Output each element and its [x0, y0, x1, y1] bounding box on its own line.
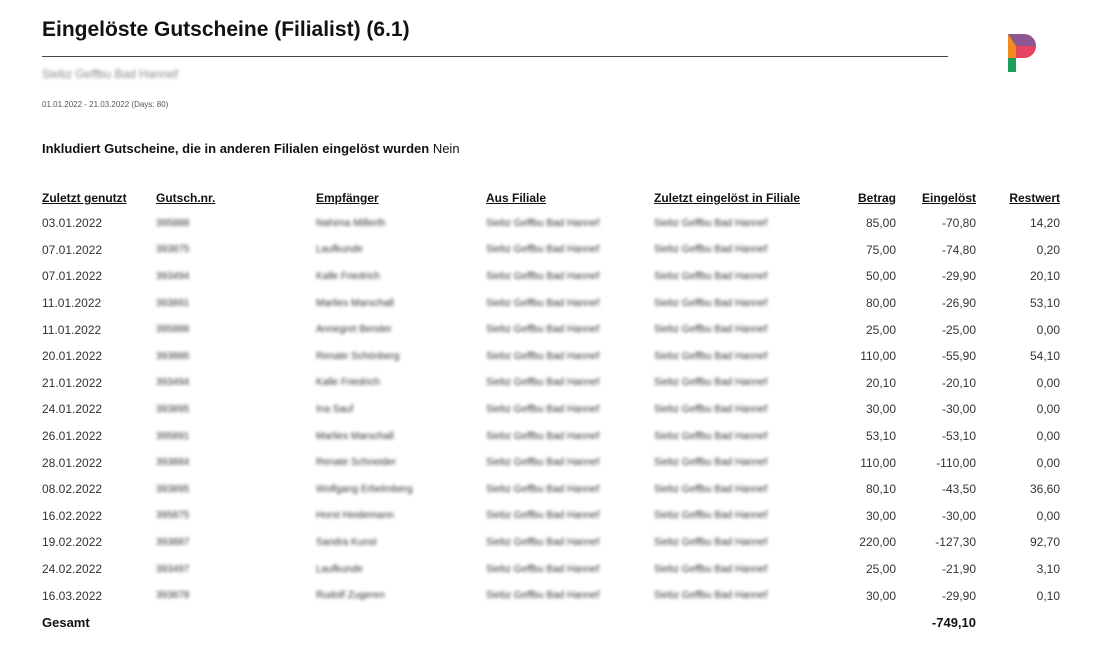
cell-amount: 30,00 [865, 402, 896, 417]
cell-redeemed: -29,90 [941, 269, 976, 284]
cell-redeemed: -30,00 [941, 508, 976, 523]
cell-voucher-number: 393875 [156, 244, 190, 256]
cell-last-used: 07.01.2022 [42, 269, 103, 284]
table-row [40, 290, 1062, 317]
cell-recipient: Horst Heidemann [316, 510, 394, 522]
cell-redeemed: -25,00 [941, 322, 976, 337]
cell-from-branch: Siebz Geffbu Bad Hannef [486, 483, 600, 495]
table-row [40, 503, 1062, 530]
total-label: Gesamt [42, 614, 90, 630]
cell-voucher-number: 393878 [156, 590, 190, 602]
cell-last-redeemed-branch: Siebz Geffbu Bad Hannef [654, 510, 768, 522]
cell-last-used: 16.03.2022 [42, 588, 103, 603]
cell-last-redeemed-branch: Siebz Geffbu Bad Hannef [654, 590, 768, 602]
cell-voucher-number: 395891 [156, 430, 190, 442]
total-row [40, 609, 1062, 636]
include-value: Nein [432, 141, 460, 156]
cell-recipient: Kalle Friedrich [316, 377, 380, 389]
cell-recipient: Renate Schneider [316, 457, 397, 469]
cell-amount: 110,00 [860, 455, 896, 470]
cell-redeemed: -127,30 [935, 535, 976, 550]
cell-from-branch: Siebz Geffbu Bad Hannef [486, 324, 600, 336]
cell-from-branch: Siebz Geffbu Bad Hannef [486, 297, 600, 309]
cell-last-redeemed-branch: Siebz Geffbu Bad Hannef [654, 270, 768, 282]
cell-last-redeemed-branch: Siebz Geffbu Bad Hannef [654, 483, 768, 495]
cell-amount: 20,10 [865, 375, 896, 390]
cell-voucher-number: 393886 [156, 350, 190, 362]
cell-redeemed: -43,50 [941, 482, 976, 497]
cell-remaining: 3,10 [1036, 562, 1060, 577]
cell-amount: 25,00 [865, 322, 896, 337]
cell-from-branch: Siebz Geffbu Bad Hannef [486, 350, 600, 362]
cell-redeemed: -30,00 [941, 402, 976, 417]
cell-recipient: Laufkunde [316, 244, 363, 256]
cell-from-branch: Siebz Geffbu Bad Hannef [486, 244, 600, 256]
cell-remaining: 53,10 [1029, 296, 1060, 311]
cell-remaining: 0,20 [1036, 242, 1060, 257]
col-header-last-redeemed-branch: Zuletzt eingelöst in Filiale [654, 191, 801, 205]
cell-voucher-number: 393895 [156, 483, 190, 495]
cell-voucher-number: 393497 [156, 563, 190, 575]
cell-voucher-number: 393895 [156, 403, 190, 415]
cell-amount: 80,00 [865, 296, 896, 311]
cell-last-redeemed-branch: Siebz Geffbu Bad Hannef [654, 457, 768, 469]
cell-last-used: 11.01.2022 [42, 322, 102, 337]
cell-remaining: 20,10 [1029, 269, 1060, 284]
cell-redeemed: -29,90 [941, 588, 976, 603]
cell-last-redeemed-branch: Siebz Geffbu Bad Hannef [654, 350, 768, 362]
cell-from-branch: Siebz Geffbu Bad Hannef [486, 536, 600, 548]
cell-redeemed: -55,90 [941, 349, 976, 364]
cell-amount: 220,00 [859, 535, 896, 550]
cell-remaining: 0,00 [1036, 375, 1060, 390]
table-row [40, 423, 1062, 450]
table-row [40, 237, 1062, 264]
cell-remaining: 0,00 [1036, 402, 1060, 417]
cell-recipient: Marlies Marschall [316, 297, 394, 309]
cell-last-redeemed-branch: Siebz Geffbu Bad Hannef [654, 377, 768, 389]
cell-from-branch: Siebz Geffbu Bad Hannef [486, 403, 600, 415]
cell-amount: 53,10 [865, 429, 896, 444]
voucher-table [40, 186, 1062, 636]
cell-voucher-number: 393494 [156, 377, 190, 389]
cell-last-redeemed-branch: Siebz Geffbu Bad Hannef [654, 536, 768, 548]
cell-last-redeemed-branch: Siebz Geffbu Bad Hannef [654, 403, 768, 415]
table-row [40, 556, 1062, 583]
cell-from-branch: Siebz Geffbu Bad Hannef [486, 217, 600, 229]
cell-last-used: 21.01.2022 [42, 375, 103, 390]
cell-recipient: Wolfgang Erbelmberg [316, 483, 413, 495]
col-header-redeemed: Eingelöst [921, 191, 976, 205]
cell-amount: 50,00 [865, 269, 896, 284]
cell-last-used: 03.01.2022 [42, 216, 103, 231]
cell-remaining: 92,70 [1029, 535, 1060, 550]
branch-name: Siebz Geffbu Bad Hannef [42, 67, 178, 81]
cell-from-branch: Siebz Geffbu Bad Hannef [486, 430, 600, 442]
cell-last-used: 28.01.2022 [42, 455, 103, 470]
cell-voucher-number: 395888 [156, 324, 190, 336]
cell-recipient: Marlies Marschall [316, 430, 394, 442]
cell-recipient: Renate Schönberg [316, 350, 400, 362]
cell-amount: 30,00 [865, 508, 896, 523]
table-row [40, 316, 1062, 343]
cell-last-redeemed-branch: Siebz Geffbu Bad Hannef [654, 563, 768, 575]
cell-amount: 110,00 [860, 349, 896, 364]
cell-amount: 80,10 [865, 482, 896, 497]
cell-voucher-number: 395888 [156, 217, 190, 229]
cell-last-redeemed-branch: Siebz Geffbu Bad Hannef [654, 324, 768, 336]
cell-remaining: 0,10 [1036, 588, 1060, 603]
cell-last-redeemed-branch: Siebz Geffbu Bad Hannef [654, 244, 768, 256]
cell-redeemed: -74,80 [941, 242, 976, 257]
cell-from-branch: Siebz Geffbu Bad Hannef [486, 563, 600, 575]
cell-recipient: Laufkunde [316, 563, 363, 575]
cell-redeemed: -53,10 [941, 429, 976, 444]
cell-redeemed: -110,00 [936, 455, 976, 470]
cell-last-used: 16.02.2022 [42, 508, 103, 523]
table-row [40, 263, 1062, 290]
cell-redeemed: -21,90 [941, 562, 976, 577]
cell-voucher-number: 393884 [156, 457, 190, 469]
cell-amount: 25,00 [865, 562, 896, 577]
col-header-remaining: Restwert [1009, 191, 1060, 205]
cell-recipient: Rudolf Zugeren [316, 590, 385, 602]
cell-remaining: 0,00 [1036, 429, 1060, 444]
brand-logo-icon [1004, 30, 1040, 74]
cell-recipient: Ina Sauf [316, 403, 354, 415]
table-row [40, 396, 1062, 423]
cell-amount: 85,00 [865, 216, 896, 231]
col-header-last-used: Zuletzt genutzt [42, 191, 127, 205]
col-header-voucher-number: Gutsch.nr. [156, 191, 216, 205]
table-row [40, 343, 1062, 370]
cell-amount: 30,00 [865, 588, 896, 603]
include-other-branches-line [42, 141, 460, 156]
cell-last-redeemed-branch: Siebz Geffbu Bad Hannef [654, 430, 768, 442]
title-divider [42, 56, 948, 57]
cell-last-used: 26.01.2022 [42, 429, 103, 444]
table-row [40, 449, 1062, 476]
report-title: Eingelöste Gutscheine (Filialist) (6.1) [42, 18, 410, 41]
cell-voucher-number: 393887 [156, 536, 190, 548]
table-row [40, 529, 1062, 556]
cell-from-branch: Siebz Geffbu Bad Hannef [486, 590, 600, 602]
cell-from-branch: Siebz Geffbu Bad Hannef [486, 510, 600, 522]
col-header-from-branch: Aus Filiale [486, 191, 547, 205]
cell-remaining: 0,00 [1036, 322, 1060, 337]
cell-remaining: 14,20 [1029, 216, 1060, 231]
cell-last-used: 24.02.2022 [42, 562, 103, 577]
cell-recipient: Annegret Bender [316, 324, 392, 336]
total-redeemed: -749,10 [931, 614, 976, 630]
table-header-row [40, 186, 1062, 210]
cell-redeemed: -20,10 [941, 375, 976, 390]
cell-last-redeemed-branch: Siebz Geffbu Bad Hannef [654, 217, 768, 229]
table-row [40, 476, 1062, 503]
cell-recipient: Kalle Friedrich [316, 270, 380, 282]
cell-last-used: 24.01.2022 [42, 402, 103, 417]
cell-from-branch: Siebz Geffbu Bad Hannef [486, 270, 600, 282]
cell-remaining: 54,10 [1029, 349, 1060, 364]
cell-last-used: 08.02.2022 [42, 482, 103, 497]
cell-remaining: 0,00 [1036, 455, 1060, 470]
table-row [40, 582, 1062, 609]
cell-last-used: 07.01.2022 [42, 242, 103, 257]
cell-amount: 75,00 [865, 242, 896, 257]
table-row [40, 370, 1062, 397]
cell-last-redeemed-branch: Siebz Geffbu Bad Hannef [654, 297, 768, 309]
table-row [40, 210, 1062, 237]
cell-last-used: 20.01.2022 [42, 349, 103, 364]
col-header-recipient: Empfänger [316, 191, 379, 205]
cell-voucher-number: 395875 [156, 510, 190, 522]
cell-voucher-number: 393891 [156, 297, 190, 309]
cell-recipient: Nahima Millerth [316, 217, 386, 229]
cell-voucher-number: 393494 [156, 270, 190, 282]
cell-redeemed: -26,90 [941, 296, 976, 311]
cell-last-used: 19.02.2022 [42, 535, 103, 550]
cell-last-used: 11.01.2022 [42, 296, 102, 311]
report-period: 01.01.2022 - 21.03.2022 (Days: 80) [42, 100, 169, 109]
include-label: Inkludiert Gutscheine, die in anderen Filialen eingelöst wurden [42, 141, 430, 156]
col-header-amount: Betrag [857, 191, 896, 205]
cell-redeemed: -70,80 [941, 216, 976, 231]
cell-from-branch: Siebz Geffbu Bad Hannef [486, 377, 600, 389]
cell-from-branch: Siebz Geffbu Bad Hannef [486, 457, 600, 469]
cell-remaining: 0,00 [1036, 508, 1060, 523]
cell-remaining: 36,60 [1029, 482, 1060, 497]
cell-recipient: Sandra Kunst [316, 536, 377, 548]
